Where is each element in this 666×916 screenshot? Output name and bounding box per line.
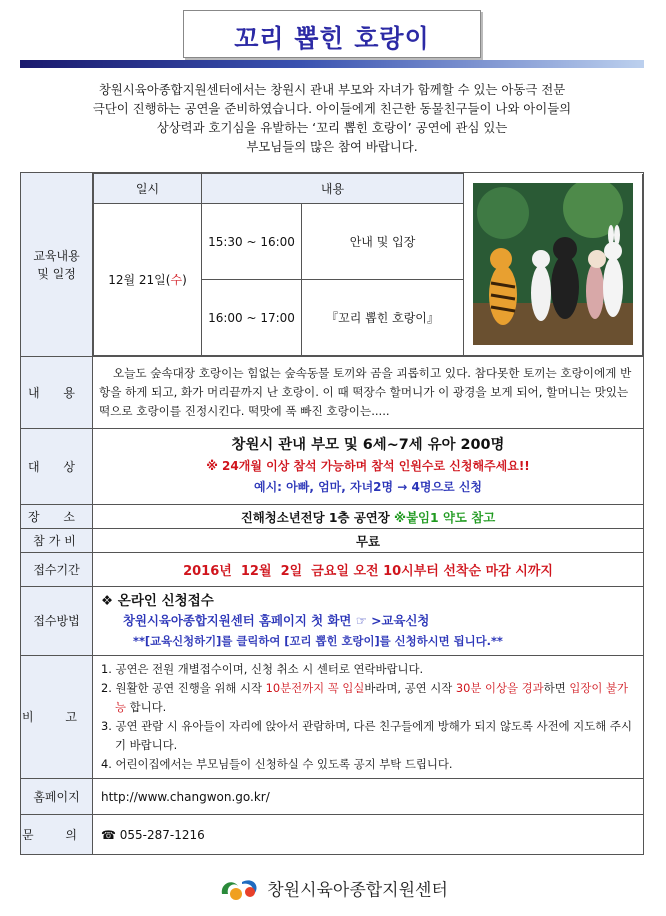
method-label: 접수방법	[21, 587, 93, 656]
period-value: 2016년 12월 2일 금요일 오전 10시부터 선착순 마감 시까지	[93, 553, 644, 587]
note-highlight: 입장이 불가능	[115, 681, 628, 714]
intro-paragraph	[20, 80, 644, 156]
target-label	[21, 429, 93, 505]
info-table	[20, 172, 644, 855]
homepage-link[interactable]: http://www.changwon.go.kr/	[93, 779, 644, 815]
intro-line: 극단이 진행하는 공연을 준비하였습니다. 아이들에게 친근한 동물친구들이 나와 아이들의	[92, 101, 572, 116]
note-highlight: 10분전까지 꼭 입실	[265, 681, 365, 695]
place-cell	[93, 505, 644, 529]
content-text: 오늘도 숲속대장 호랑이는 힘없는 숲속동물 토끼와 곰을 괴롭히고 있다. 참다못한 토끼는 호랑이에게 반항을 하게 되고, 화가 머리끝까지 난 호랑이. 이 때 떡장수 할머니가 이 광경을 보게 되어, 할머니는 맛있는 떡으로 호랑이를 진정시킨다. 떡맛에 푹 빠진 호랑이는.....	[93, 357, 644, 429]
schedule-row-content: 『꼬리 뽑힌 호랑이』	[302, 280, 464, 356]
contact-label	[21, 815, 93, 855]
center-logo-icon	[218, 874, 262, 902]
schedule-label-line: 교육내용	[33, 248, 80, 263]
performance-photo	[473, 183, 633, 345]
notes-cell	[93, 656, 644, 779]
fee-value: 무료	[93, 529, 644, 553]
schedule-row-content: 안내 및 입장	[302, 204, 464, 280]
place-label	[21, 505, 93, 529]
target-line-example: 예시: 아빠, 엄마, 자녀2명 → 4명으로 신청	[253, 480, 483, 494]
performance-photo-art	[473, 183, 633, 345]
notes-label	[21, 656, 93, 779]
note-item: 1. 공연은 전원 개별접수이며, 신청 취소 시 센터로 연락바랍니다.	[101, 662, 424, 676]
homepage-label: 홈페이지	[21, 779, 93, 815]
method-line-path: 창원시육아종합지원센터 홈페이지 첫 화면 ☞ >교육신청	[123, 613, 430, 628]
schedule-label	[21, 173, 93, 357]
contact-phone: 055-287-1216	[115, 827, 205, 842]
notes-label-text: 비 고	[22, 710, 91, 724]
place-label-text: 장 소	[28, 509, 85, 524]
footer-org-name: 창원시육아종합지원센터	[267, 880, 448, 901]
method-line-title: ❖ 온라인 신청접수	[101, 593, 214, 609]
note-item	[101, 679, 637, 717]
schedule-label-line: 및 일정	[37, 266, 76, 281]
target-label-text: 대 상	[28, 459, 85, 474]
contact-label-text: 문 의	[22, 827, 91, 842]
schedule-row-time: 16:00 ~ 17:00	[202, 280, 302, 356]
method-line-instruction: **[교육신청하기]를 클릭하여 [꼬리 뽑힌 호랑이]를 신청하시면 됩니다.**	[133, 634, 503, 648]
target-line-main: 창원시 관내 부모 및 6세~7세 유아 200명	[231, 437, 505, 453]
period-label: 접수기간	[21, 553, 93, 587]
content-label	[21, 357, 93, 429]
date-day: 수	[170, 273, 183, 287]
place-value: 진해청소년전당 1층 공연장	[240, 509, 395, 525]
target-line-note: ※ 24개월 이상 참석 가능하며 참석 인원수로 신청해주세요!!	[206, 459, 530, 473]
title-box	[183, 10, 481, 58]
title-divider-bar	[20, 60, 644, 68]
note-text: 하면	[543, 681, 570, 695]
place-note: ※붙임1 약도 참고	[394, 509, 496, 525]
intro-line: 부모님들의 많은 참여 바랍니다.	[246, 139, 418, 154]
intro-line: 상상력과 호기심을 유발하는 ‘꼬리 뽑힌 호랑이’ 공연에 관심 있는	[156, 120, 508, 135]
schedule-date	[94, 204, 202, 356]
schedule-row-time: 15:30 ~ 16:00	[202, 204, 302, 280]
schedule-table	[93, 173, 643, 356]
schedule-header-date: 일시	[94, 174, 202, 204]
method-cell	[93, 587, 644, 656]
note-text: 바라며, 공연 시작	[364, 681, 456, 695]
note-text: 2. 원활한 공연 진행을 위해 시작	[101, 681, 266, 695]
note-highlight: 30분 이상을 경과	[455, 681, 544, 695]
note-text: 합니다.	[126, 700, 167, 714]
schedule-header-content: 내용	[202, 174, 464, 204]
date-suffix: )	[182, 273, 187, 287]
note-item: 3. 공연 관람 시 유아들이 자리에 앉아서 관람하며, 다른 친구들에게 방해가 되지 않도록 사전에 지도해 주시 기 바랍니다.	[101, 719, 632, 752]
date-text: 12월 21일(	[108, 273, 171, 287]
page-title: 꼬리 뽑힌 호랑이	[234, 24, 430, 53]
target-cell	[93, 429, 644, 505]
intro-line: 창원시육아종합지원센터에서는 창원시 관내 부모와 자녀가 함께할 수 있는 아동극 전문	[98, 82, 566, 97]
phone-icon: ☎	[101, 827, 116, 842]
photo-cell	[464, 174, 643, 356]
fee-label	[21, 529, 93, 553]
footer	[0, 874, 666, 902]
contact-cell	[93, 815, 644, 855]
note-item: 4. 어린이집에서는 부모님들이 신청하실 수 있도록 공지 부탁 드립니다.	[101, 757, 453, 771]
fee-label-text: 참가비	[33, 533, 80, 548]
content-label-text: 내 용	[28, 385, 85, 400]
